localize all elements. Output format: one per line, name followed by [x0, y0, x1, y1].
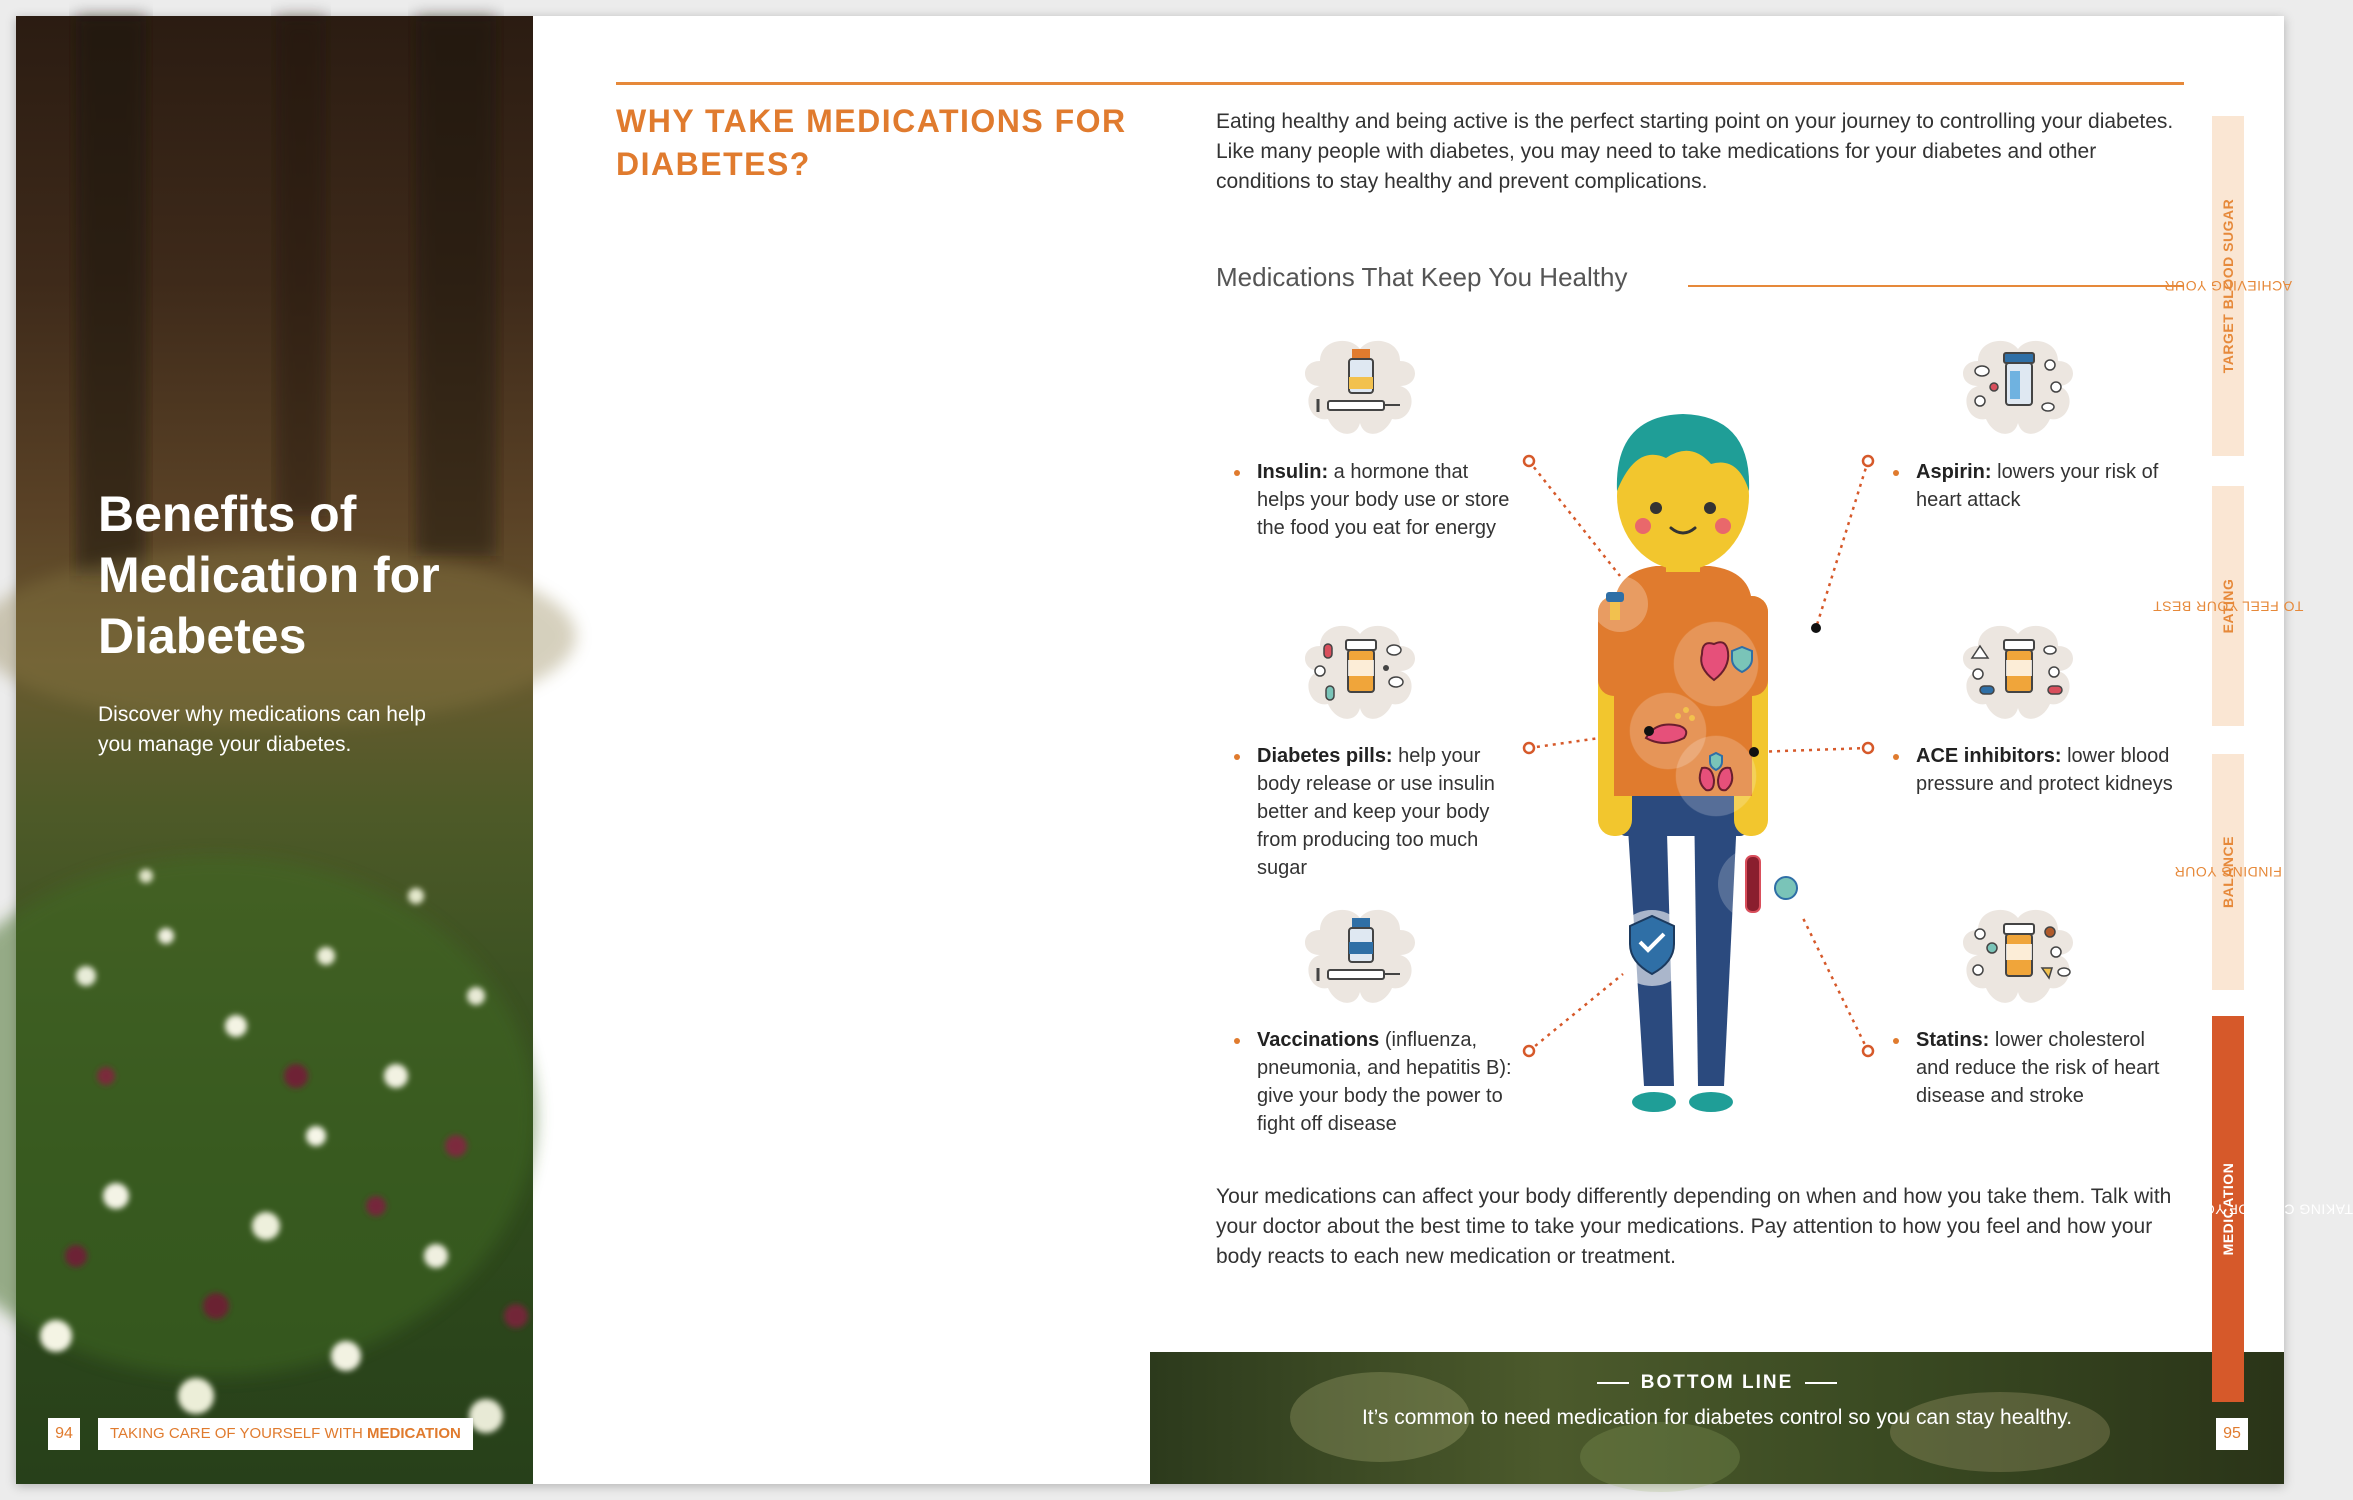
page-number-left: 94	[48, 1418, 80, 1450]
section-title: Medications That Keep You Healthy	[1216, 262, 1628, 292]
statins-name: Statins:	[1916, 1029, 1990, 1051]
side-tab-balance[interactable]: FINDING YOUR BALANCE	[2212, 754, 2244, 990]
intro-paragraph: Eating healthy and being active is the perfect starting point on your journey to controlling your diabetes. Like many people with diabetes, you may need to take medications for your diabetes and other conditions to stay healthy and prevent complications.	[1216, 110, 2174, 193]
page-number-right: 95	[2216, 1418, 2248, 1450]
ace-name: ACE inhibitors:	[1916, 745, 2062, 767]
aspirin-bottle-icon	[1950, 331, 2086, 441]
top-rule	[616, 82, 2184, 85]
side-tab-eating[interactable]: EATING TO FEEL YOUR BEST	[2212, 486, 2244, 726]
ace-text: lower blood pressure and protect kidneys	[1916, 745, 2173, 795]
page-heading: WHY TAKE MEDICATIONS FOR DIABETES?	[616, 103, 1127, 182]
insulin-vial-syringe-icon	[1292, 331, 1428, 441]
running-head	[98, 1418, 473, 1450]
left-page-title: Benefits of Medication for Diabetes	[98, 486, 440, 664]
side-tab-target-blood-sugar[interactable]: ACHIEVING YOUR TARGET BLOOD SUGAR	[2212, 116, 2244, 456]
brochure-spread	[16, 16, 2353, 1484]
running-head-bold: MEDICATION	[366, 1425, 461, 1442]
aspirin-description	[1891, 458, 2181, 514]
pills-text: help your body release or use insulin better and keep your body from producing too much sugar	[1257, 745, 1495, 879]
bottom-line-label-text: BOTTOM LINE	[1640, 1372, 1794, 1393]
statins-description	[1891, 1026, 2181, 1110]
forest-photo-panel	[16, 16, 533, 1484]
left-page-subtitle: Discover why medications can help you manage your diabetes.	[98, 703, 426, 756]
statins-text: lower cholesterol and reduce the risk of heart disease and stroke	[1916, 1029, 2160, 1107]
insulin-description	[1232, 458, 1512, 542]
aspirin-text: lowers your risk of heart attack	[1916, 461, 2159, 511]
running-head-prefix: TAKING CARE OF YOURSELF WITH	[110, 1425, 367, 1442]
pills-name: Diabetes pills:	[1257, 745, 1393, 767]
ace-inhibitor-bottle-icon	[1950, 616, 2086, 726]
bottom-line-text: It’s common to need medication for diabetes control so you can stay healthy.	[1361, 1406, 2073, 1429]
section-rule	[1688, 285, 2184, 287]
vaccinations-text: (influenza, pneumonia, and hepatitis B): give your body the power to fight off disease	[1257, 1029, 1512, 1135]
diabetes-pills-description	[1232, 742, 1512, 882]
aspirin-name: Aspirin:	[1916, 461, 1992, 483]
bottom-line-banner	[1150, 1352, 2284, 1484]
closing-paragraph: Your medications can affect your body differently depending on when and how you take them. Talk with your doctor about the best time to take your medications. Pay attention to how you feel and how your body reacts to each new medication or treatment.	[1216, 1185, 2172, 1268]
body-illustration	[1506, 396, 1906, 1126]
bottom-line-label	[1150, 1372, 2284, 1394]
vaccinations-name: Vaccinations	[1257, 1029, 1380, 1051]
insulin-name: Insulin:	[1257, 461, 1329, 483]
ace-inhibitors-description	[1891, 742, 2181, 798]
insulin-text: a hormone that helps your body use or store the food you eat for energy	[1257, 461, 1510, 539]
vaccine-vial-syringe-icon	[1292, 900, 1428, 1010]
pill-bottle-icon	[1292, 616, 1428, 726]
side-tab-medication[interactable]: TAKING CARE OF YOURSELF WITH MEDICATION	[2212, 1016, 2244, 1402]
vaccinations-description	[1232, 1026, 1512, 1138]
statin-bottle-icon	[1950, 900, 2086, 1010]
